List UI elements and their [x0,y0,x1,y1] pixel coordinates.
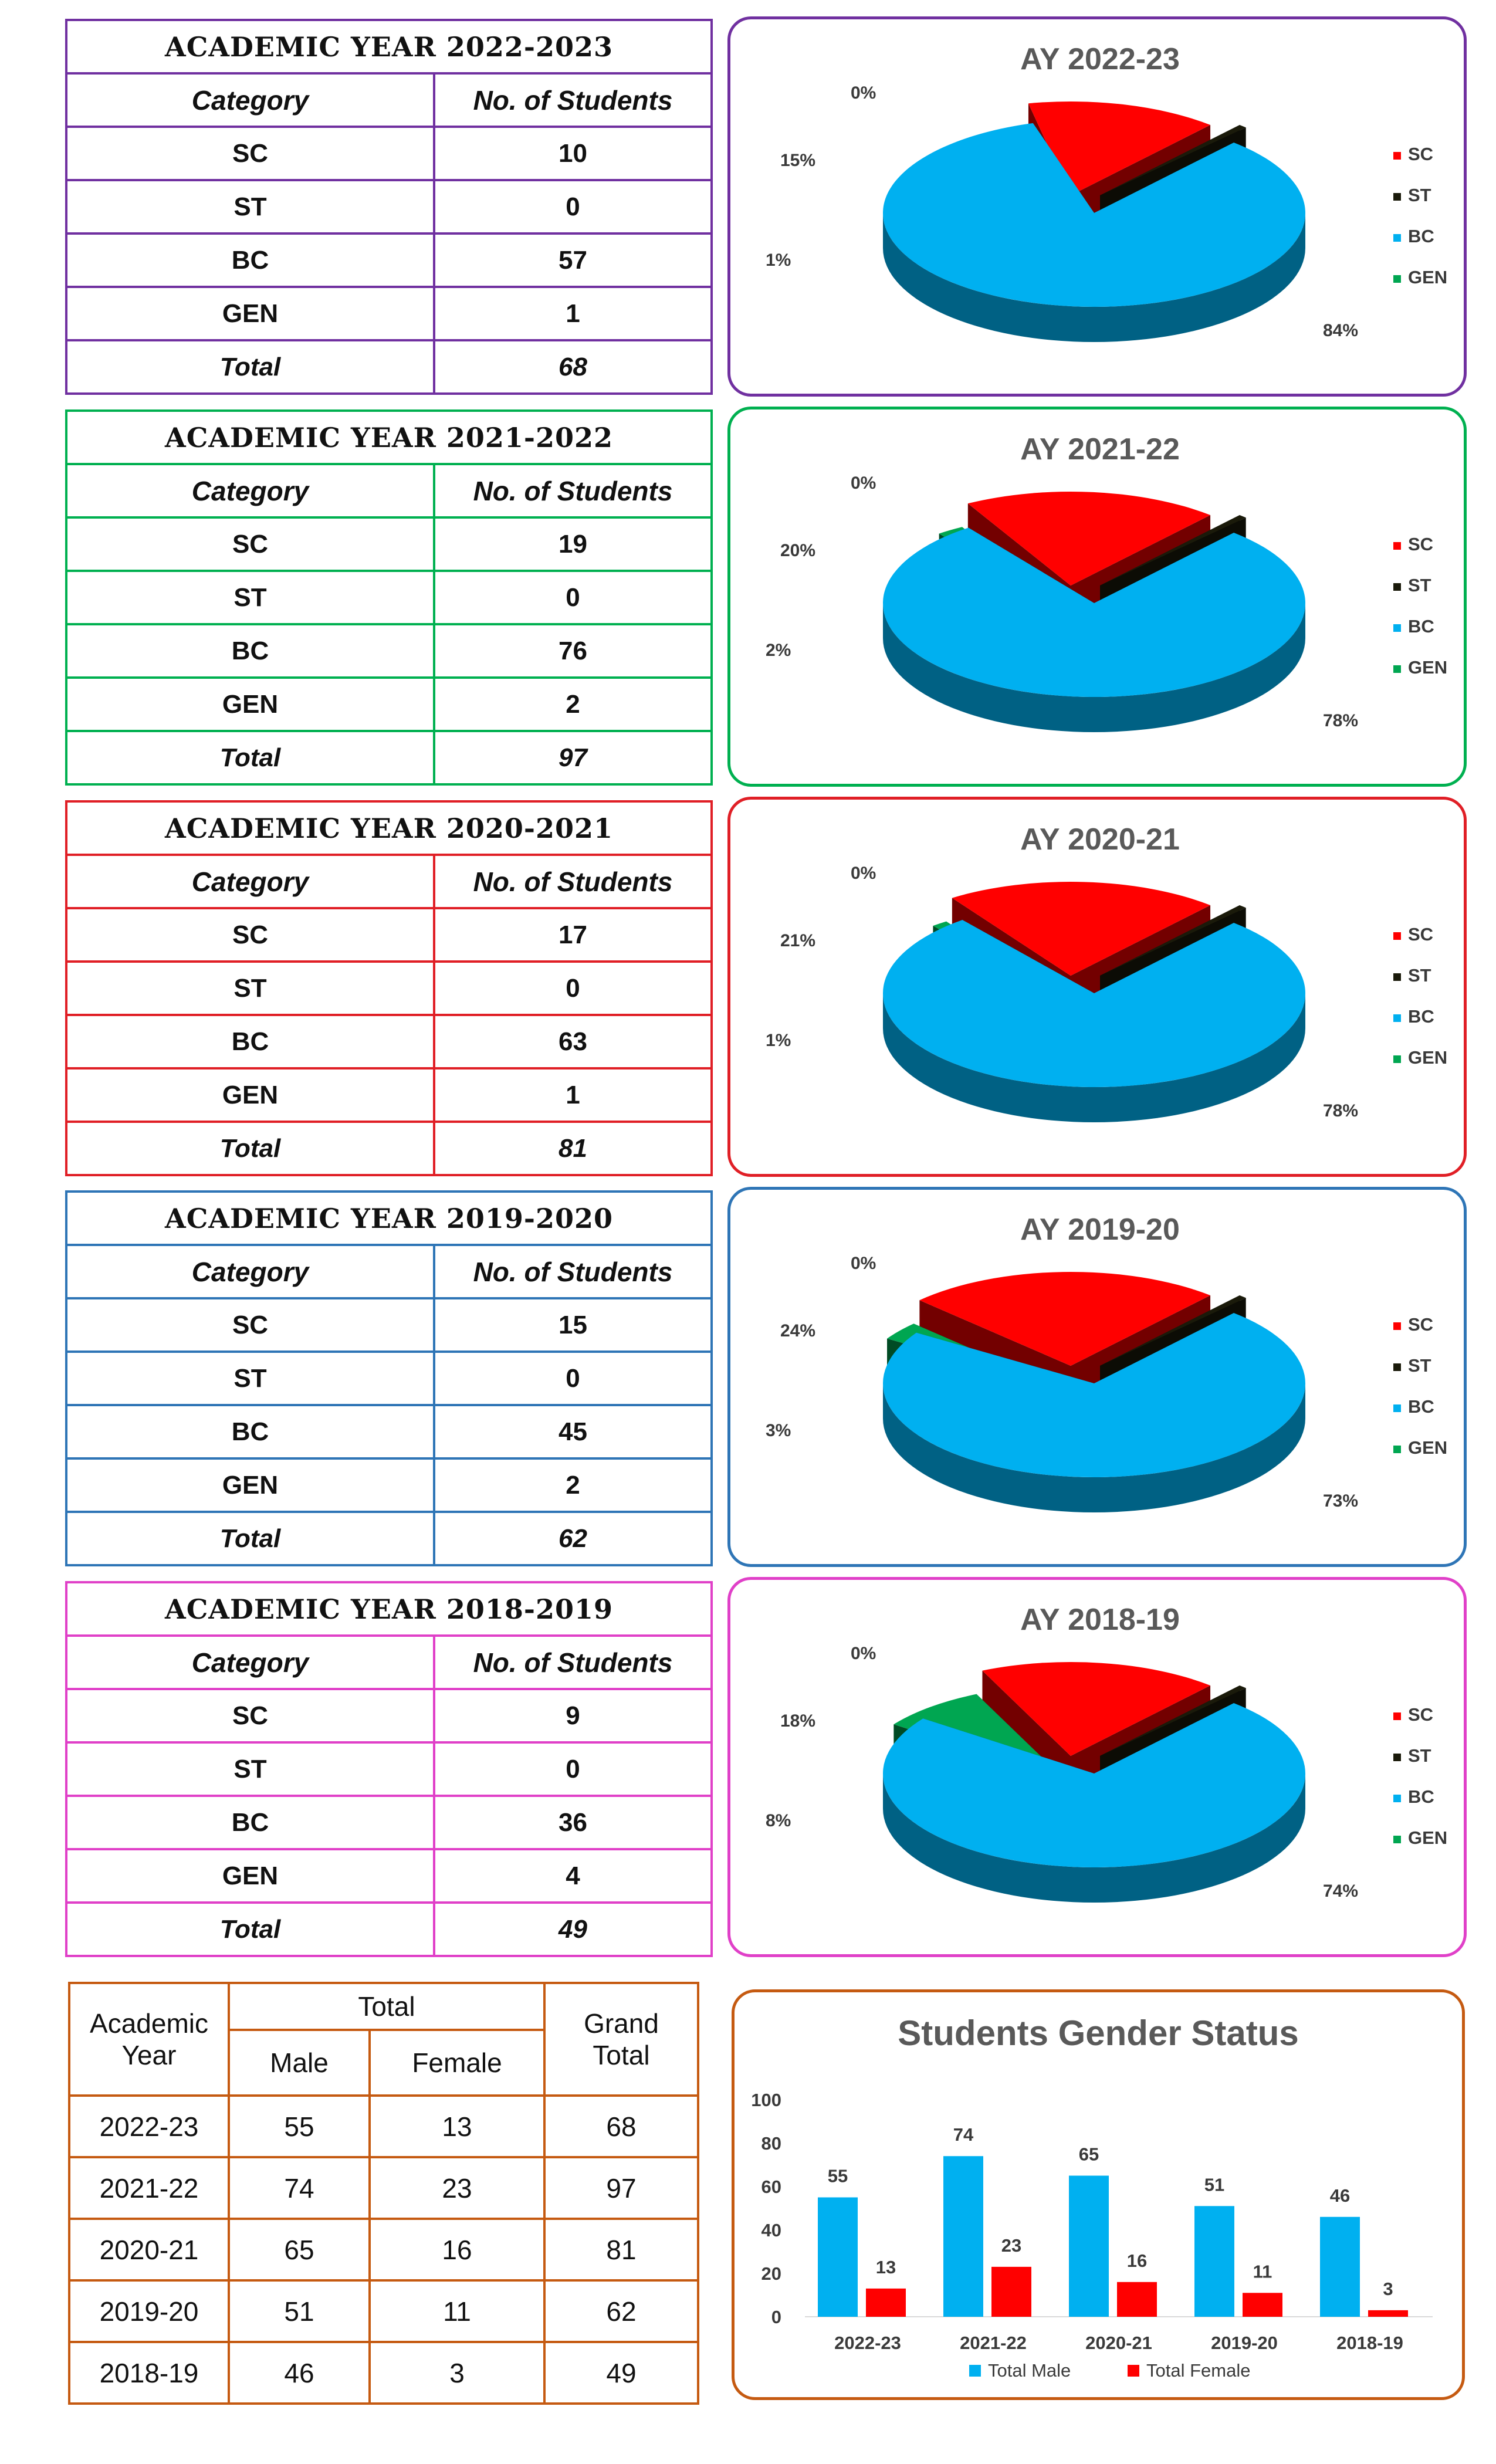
legend-female: Total Female [1146,2360,1251,2381]
bar-male [818,2198,858,2317]
count-cell: 63 [434,1015,712,1068]
table-row [66,1015,712,1068]
category-cell: SC [66,1689,434,1742]
total-value: 68 [434,340,712,394]
pct-label-st: 0% [851,1644,876,1663]
legend-st: ST [1408,575,1431,595]
header-male: Male [229,2030,370,2096]
x-tick-label: 2021-22 [960,2333,1027,2353]
legend-bc: BC [1408,1786,1434,1807]
data-label: 3 [1383,2278,1393,2299]
table-y2122 [65,409,713,786]
category-cell: ST [66,571,434,624]
legend-swatch [1393,1836,1401,1843]
header-total: Total [229,1983,544,2030]
table-row [69,2096,698,2157]
header-grand-total: Grand Total [544,1983,698,2096]
legend-swatch [1393,152,1401,160]
table-title: ACADEMIC YEAR 2021-2022 [66,411,712,464]
legend-male: Total Male [988,2360,1071,2381]
header-female: Female [370,2030,544,2096]
category-cell: SC [66,517,434,571]
category-cell: ST [66,1742,434,1796]
pie-title: AY 2020-21 [1020,823,1180,857]
male-cell: 46 [229,2342,370,2404]
female-cell: 16 [370,2219,544,2280]
legend-st: ST [1408,1355,1431,1376]
legend-swatch [1393,234,1401,242]
table-row [66,517,712,571]
legend-st: ST [1408,965,1431,986]
category-cell: BC [66,1796,434,1849]
pct-label-bc: 84% [1323,321,1359,340]
female-cell: 13 [370,2096,544,2157]
bar-female [1117,2282,1157,2317]
legend-swatch [1393,1795,1401,1802]
pie-title: AY 2018-19 [1020,1603,1180,1637]
gender-chart-panel [732,1989,1465,2400]
category-cell: SC [66,127,434,180]
pie-chart [730,800,1464,1175]
pie-title: AY 2022-23 [1020,42,1180,76]
y-tick-label: 100 [751,2090,781,2110]
legend-sc: SC [1408,924,1434,945]
legend-bc: BC [1408,1006,1434,1027]
count-cell: 0 [434,571,712,624]
legend-bc: BC [1408,1396,1434,1417]
legend-swatch [1393,1712,1401,1720]
grand-total-cell: 62 [544,2280,698,2342]
table-row [66,1849,712,1903]
category-cell: BC [66,624,434,678]
table-row [66,1405,712,1458]
total-label: Total [66,1122,434,1175]
pct-label-bc: 78% [1323,711,1359,730]
legend-swatch [1393,1014,1401,1022]
total-label: Total [66,1903,434,1956]
table-row [66,908,712,962]
legend-sc: SC [1408,1314,1434,1335]
count-cell: 76 [434,624,712,678]
year-cell: 2018-19 [69,2342,229,2404]
year-cell: 2020-21 [69,2219,229,2280]
table-row [66,1068,712,1122]
count-cell: 0 [434,962,712,1015]
table-row [69,2157,698,2219]
pct-label-sc: 15% [780,151,816,170]
header-count: No. of Students [434,1636,712,1689]
table-row [66,624,712,678]
pct-label-st: 0% [851,473,876,493]
y-tick-label: 20 [761,2263,781,2284]
gender-table [68,1982,699,2405]
pct-label-gen: 3% [766,1421,791,1440]
bar-male [1194,2206,1234,2317]
legend-swatch [1393,193,1401,201]
legend-swatch [1393,932,1401,940]
pie-chart [730,409,1464,785]
x-tick-label: 2019-20 [1211,2333,1278,2353]
table-row [69,2280,698,2342]
male-cell: 74 [229,2157,370,2219]
table-row [66,678,712,731]
category-cell: GEN [66,678,434,731]
data-label: 46 [1329,2185,1351,2206]
table-row [66,233,712,287]
year-cell: 2019-20 [69,2280,229,2342]
bar-female [866,2289,906,2317]
legend-st: ST [1408,185,1431,205]
category-cell: GEN [66,1068,434,1122]
y-tick-label: 0 [771,2307,781,2327]
pct-label-sc: 20% [780,541,816,560]
female-cell: 11 [370,2280,544,2342]
legend-swatch [1393,275,1401,283]
data-label: 13 [875,2256,896,2277]
x-tick-label: 2022-23 [834,2333,901,2353]
legend-swatch [1393,1446,1401,1453]
category-cell: BC [66,1015,434,1068]
legend-swatch [1128,2365,1139,2377]
count-cell: 1 [434,287,712,340]
table-y1920 [65,1190,713,1566]
header-count: No. of Students [434,464,712,517]
header-category: Category [66,855,434,908]
legend-swatch [1393,1363,1401,1371]
header-category: Category [66,464,434,517]
pct-label-gen: 2% [766,641,791,660]
x-tick-label: 2018-19 [1336,2333,1403,2353]
total-value: 81 [434,1122,712,1175]
bar-male [943,2156,983,2317]
table-row [66,180,712,233]
category-cell: ST [66,180,434,233]
count-cell: 15 [434,1298,712,1352]
table-row [69,2342,698,2404]
table-title: ACADEMIC YEAR 2020-2021 [66,801,712,855]
grand-total-cell: 81 [544,2219,698,2280]
x-tick-label: 2020-21 [1085,2333,1152,2353]
legend-swatch [1393,1404,1401,1412]
legend-sc: SC [1408,534,1434,554]
total-label: Total [66,340,434,394]
legend-swatch [1393,665,1401,673]
table-row [66,287,712,340]
chart-title: Students Gender Status [898,2013,1299,2053]
pct-label-gen: 8% [766,1811,791,1830]
count-cell: 19 [434,517,712,571]
total-label: Total [66,1512,434,1565]
category-cell: BC [66,1405,434,1458]
legend-gen: GEN [1408,657,1448,678]
pct-label-st: 0% [851,83,876,103]
bar-female [1243,2293,1282,2317]
count-cell: 2 [434,1458,712,1512]
category-cell: SC [66,908,434,962]
pct-label-sc: 24% [780,1321,816,1341]
female-cell: 3 [370,2342,544,2404]
table-row [69,2219,698,2280]
pie-panel-y2122 [727,407,1467,787]
table-row [66,571,712,624]
header-count: No. of Students [434,1245,712,1298]
pct-label-gen: 1% [766,251,791,270]
legend-bc: BC [1408,616,1434,637]
table-row [66,1298,712,1352]
pie-title: AY 2019-20 [1020,1213,1180,1247]
pct-label-st: 0% [851,1254,876,1273]
y-tick-label: 60 [761,2177,781,2197]
table-row [66,1742,712,1796]
count-cell: 36 [434,1796,712,1849]
legend-gen: GEN [1408,1437,1448,1458]
bar-female [991,2267,1031,2317]
legend-gen: GEN [1408,267,1448,287]
data-label: 65 [1078,2144,1099,2165]
legend-swatch [1393,1322,1401,1330]
legend-sc: SC [1408,144,1434,164]
grand-total-cell: 49 [544,2342,698,2404]
total-value: 97 [434,731,712,784]
male-cell: 55 [229,2096,370,2157]
legend-swatch [1393,583,1401,591]
legend-sc: SC [1408,1704,1434,1725]
category-cell: ST [66,962,434,1015]
table-title: ACADEMIC YEAR 2018-2019 [66,1582,712,1636]
category-cell: BC [66,233,434,287]
header-count: No. of Students [434,73,712,127]
table-row [66,962,712,1015]
pct-label-st: 0% [851,864,876,883]
total-label: Total [66,731,434,784]
grand-total-cell: 97 [544,2157,698,2219]
count-cell: 0 [434,1352,712,1405]
count-cell: 0 [434,1742,712,1796]
data-label: 11 [1253,2261,1272,2282]
pie-panel-y2021 [727,797,1467,1177]
header-category: Category [66,73,434,127]
bar-female [1368,2310,1408,2317]
data-label: 16 [1126,2250,1148,2271]
pct-label-sc: 21% [780,931,816,950]
gender-bar-chart [735,1992,1462,2397]
data-label: 74 [953,2124,974,2145]
pct-label-bc: 78% [1323,1101,1359,1121]
count-cell: 45 [434,1405,712,1458]
total-value: 62 [434,1512,712,1565]
legend-bc: BC [1408,226,1434,246]
table-row [66,1796,712,1849]
pct-label-gen: 1% [766,1031,791,1050]
year-cell: 2021-22 [69,2157,229,2219]
male-cell: 65 [229,2219,370,2280]
table-row [66,1458,712,1512]
table-title: ACADEMIC YEAR 2022-2023 [66,20,712,73]
category-cell: ST [66,1352,434,1405]
pie-chart [730,1580,1464,1955]
table-row [66,1689,712,1742]
pie-chart [730,19,1464,395]
pct-label-bc: 73% [1323,1491,1359,1511]
legend-swatch [1393,624,1401,632]
total-value: 49 [434,1903,712,1956]
count-cell: 4 [434,1849,712,1903]
table-row [66,127,712,180]
header-academic-year: Academic Year [69,1983,229,2096]
count-cell: 57 [434,233,712,287]
data-label: 23 [1001,2235,1022,2256]
legend-swatch [969,2365,981,2377]
legend-swatch [1393,1055,1401,1063]
data-label: 51 [1204,2174,1225,2195]
female-cell: 23 [370,2157,544,2219]
year-cell: 2022-23 [69,2096,229,2157]
pie-panel-y1920 [727,1187,1467,1567]
bar-male [1320,2217,1360,2317]
count-cell: 17 [434,908,712,962]
header-category: Category [66,1245,434,1298]
count-cell: 1 [434,1068,712,1122]
y-tick-label: 40 [761,2220,781,2240]
pct-label-bc: 74% [1323,1881,1359,1901]
header-count: No. of Students [434,855,712,908]
pie-chart [730,1190,1464,1565]
category-cell: GEN [66,287,434,340]
data-label: 55 [827,2165,848,2187]
legend-swatch [1393,973,1401,981]
legend-swatch [1393,542,1401,550]
legend-st: ST [1408,1745,1431,1766]
male-cell: 51 [229,2280,370,2342]
category-cell: GEN [66,1849,434,1903]
legend-gen: GEN [1408,1827,1448,1848]
header-category: Category [66,1636,434,1689]
pie-panel-y1819 [727,1577,1467,1957]
table-y2223 [65,19,713,395]
legend-swatch [1393,1754,1401,1761]
count-cell: 10 [434,127,712,180]
pct-label-sc: 18% [780,1711,816,1731]
table-y2021 [65,800,713,1176]
table-row [66,1352,712,1405]
legend-gen: GEN [1408,1047,1448,1068]
count-cell: 0 [434,180,712,233]
count-cell: 9 [434,1689,712,1742]
category-cell: SC [66,1298,434,1352]
category-cell: GEN [66,1458,434,1512]
table-title: ACADEMIC YEAR 2019-2020 [66,1192,712,1245]
bar-male [1069,2176,1109,2317]
pie-title: AY 2021-22 [1020,432,1180,466]
grand-total-cell: 68 [544,2096,698,2157]
y-tick-label: 80 [761,2133,781,2154]
pie-panel-y2223 [727,16,1467,397]
count-cell: 2 [434,678,712,731]
table-y1819 [65,1581,713,1957]
